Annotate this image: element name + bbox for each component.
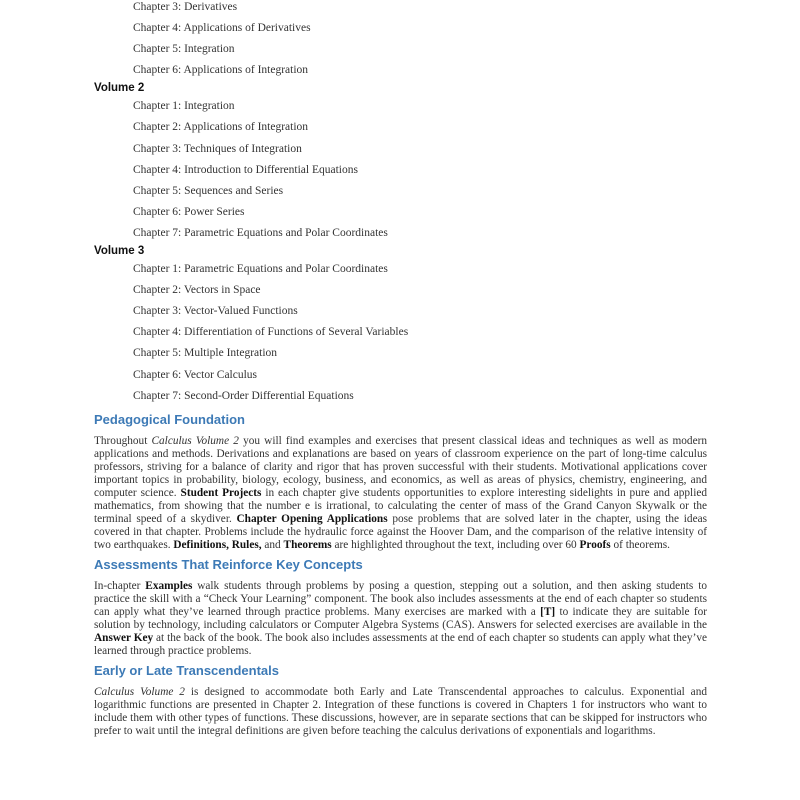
bold-term: Student Projects	[180, 486, 262, 499]
toc-item: Chapter 4: Introduction to Differential Equations	[133, 163, 358, 176]
bold-term: Definitions, Rules,	[173, 538, 262, 551]
book-title: Calculus Volume 2	[151, 434, 239, 447]
book-title: Calculus Volume 2	[94, 685, 185, 698]
text-run: are highlighted throughout the text, including over 60	[331, 538, 580, 551]
toc-item: Chapter 5: Sequences and Series	[133, 184, 284, 197]
toc-item: Chapter 7: Second-Order Differential Equations	[133, 389, 354, 402]
toc-item: Chapter 3: Derivatives	[133, 1, 238, 13]
bold-term: Answer Key	[94, 631, 154, 644]
volume3-heading: Volume 3	[94, 245, 145, 258]
volume1-chapter-list	[94, 0, 707, 81]
text-run: you will find examples and exercises that present classical ideas and techniques as well as modern applications and methods. Derivations and explanations are based on years of classroom experience on the part of long-time calculus professors, striving for a balance of clarity and rigor that has proven successful with their students. Motivational applications cover important topics in probability, biology, ecology, business, and economics, as well as areas of physics, chemistry, engineering, and computer science.	[94, 434, 707, 499]
document-page	[94, 0, 707, 742]
toc-item: Chapter 3: Vector-Valued Functions	[133, 305, 298, 318]
bold-term: Theorems	[283, 538, 332, 551]
toc-item: Chapter 4: Applications of Derivatives	[133, 22, 311, 35]
section-heading-assessments: Assessments That Reinforce Key Concepts	[94, 556, 363, 572]
toc-item: Chapter 6: Power Series	[133, 205, 245, 218]
text-run: to indicate they are suitable for solution by technology, including calculators or Computer Algebra Systems (CAS). Answers for selected exercises are available in the	[94, 605, 707, 631]
toc-item: Chapter 6: Vector Calculus	[133, 368, 258, 381]
text-run: and	[261, 538, 284, 551]
text-run: pose problems that are solved later in the chapter, using the ideas covered in that chapter. Problems include the hydraulic force against the Hoover Dam, and the comparison of the relative intensity of two earthquakes.	[94, 512, 707, 551]
paragraph-pedagogical	[94, 435, 707, 552]
volume3-chapter-list	[94, 259, 707, 407]
bold-term: Proofs	[579, 538, 611, 551]
toc-item: Chapter 3: Techniques of Integration	[133, 142, 302, 155]
toc-item: Chapter 6: Applications of Integration	[133, 64, 309, 77]
volume2-heading: Volume 2	[94, 82, 145, 95]
toc-item: Chapter 5: Integration	[133, 43, 235, 56]
section-heading-transcendentals: Early or Late Transcendentals	[94, 662, 279, 678]
volume2-chapter-list	[94, 96, 707, 244]
section-heading-pedagogical: Pedagogical Foundation	[94, 411, 245, 427]
bold-term: Examples	[145, 579, 193, 592]
toc-item: Chapter 1: Parametric Equations and Polar Coordinates	[133, 263, 388, 276]
text-run: Throughout	[94, 434, 152, 447]
toc-item: Chapter 4: Differentiation of Functions of Several Variables	[133, 326, 409, 339]
text-run: in each chapter give students opportunities to explore interesting sidelights in pure and applied mathematics, from showing that the number e is irrational, to calculating the center of mass of the Grand Canyon Skywalk or the terminal speed of a skydiver.	[94, 486, 707, 525]
toc-item: Chapter 2: Vectors in Space	[133, 284, 261, 297]
toc-item: Chapter 1: Integration	[133, 100, 235, 113]
toc-item: Chapter 7: Parametric Equations and Polar Coordinates	[133, 226, 388, 239]
paragraph-transcendentals	[94, 686, 707, 738]
text-run: is designed to accommodate both Early and Late Transcendental approaches to calculus. Exponential and logarithmic functions are presented in Chapter 2. Integration of these functions is covered in Chapters 1 for instructors who want to include them with other types of functions. These discussions, however, are in separate sections that can be skipped for instructors who prefer to wait until the integral definitions are given before teaching the calculus derivations of exponentials and logarithms.	[94, 685, 707, 737]
toc-item: Chapter 2: Applications of Integration	[133, 121, 309, 134]
text-run: of theorems.	[610, 538, 670, 551]
text-run: In-chapter	[94, 579, 146, 592]
paragraph-assessments	[94, 580, 707, 658]
bold-term: [T]	[540, 605, 556, 618]
toc-item: Chapter 5: Multiple Integration	[133, 347, 278, 360]
text-run: walk students through problems by posing a question, stepping out a solution, and then asking students to practice the skill with a “Check Your Learning” component. The book also includes assessments at the end of each chapter so students can apply what they’ve learned through practice problems. Many exercises are marked with a	[94, 579, 707, 618]
bold-term: Chapter Opening Applications	[236, 512, 388, 525]
text-run: at the back of the book. The book also includes assessments at the end of each chapter so students can apply what they’ve learned through practice problems.	[94, 631, 707, 657]
